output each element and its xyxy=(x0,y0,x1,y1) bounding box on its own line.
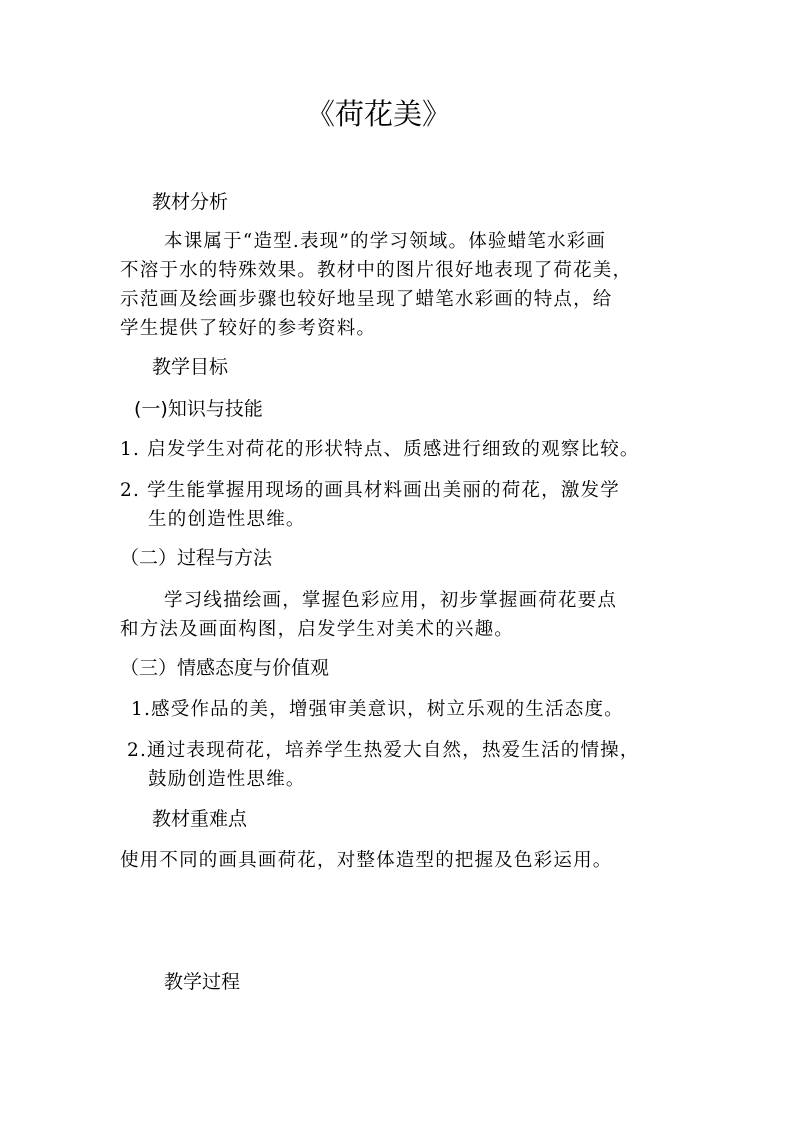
paragraph-line: 学习线描绘画，掌握色彩应用，初步掌握画荷花要点 xyxy=(164,590,618,611)
page-title: 《荷花美》 xyxy=(306,97,452,131)
paragraph-line: 使用不同的画具画荷花，对整体造型的把握及色彩运用。 xyxy=(120,850,613,871)
list-item: 1.感受作品的美，增强审美意识，树立乐观的生活态度。 xyxy=(131,699,624,720)
section-heading-teaching-goals: 教学目标 xyxy=(152,356,229,378)
paragraph-line: 不溶于水的特殊效果。教材中的图片很好地表现了荷花美， xyxy=(120,260,633,281)
section-heading-teaching-process: 教学过程 xyxy=(164,971,241,993)
paragraph-line: 学生提供了较好的参考资料。 xyxy=(120,318,377,339)
list-item-continuation: 鼓励创造性思维。 xyxy=(148,769,306,790)
paragraph-line: 本课属于“造型.表现”的学习领域。体验蜡笔水彩画 xyxy=(164,231,607,252)
list-item: 2.通过表现荷花，培养学生热爱大自然，热爱生活的情操， xyxy=(127,740,640,761)
section-heading-textbook-analysis: 教材分析 xyxy=(152,191,229,213)
paragraph-line: 和方法及画面构图，启发学生对美术的兴趣。 xyxy=(120,619,515,640)
section-heading-key-points: 教材重难点 xyxy=(152,808,248,830)
subheading-process-methods: （二）过程与方法 xyxy=(120,547,273,569)
list-item: 2. 学生能掌握用现场的画具材料画出美丽的荷花，激发学 xyxy=(120,480,620,501)
subheading-emotion-values: （三）情感态度与价值观 xyxy=(120,657,330,679)
paragraph-line: 示范画及绘画步骤也较好地呈现了蜡笔水彩画的特点，给 xyxy=(120,289,613,310)
list-item-continuation: 生的创造性思维。 xyxy=(148,509,306,530)
list-item: 1. 启发学生对荷花的形状特点、质感进行细致的观察比较。 xyxy=(120,439,640,460)
subheading-knowledge-skills: (一)知识与技能 xyxy=(134,398,263,420)
